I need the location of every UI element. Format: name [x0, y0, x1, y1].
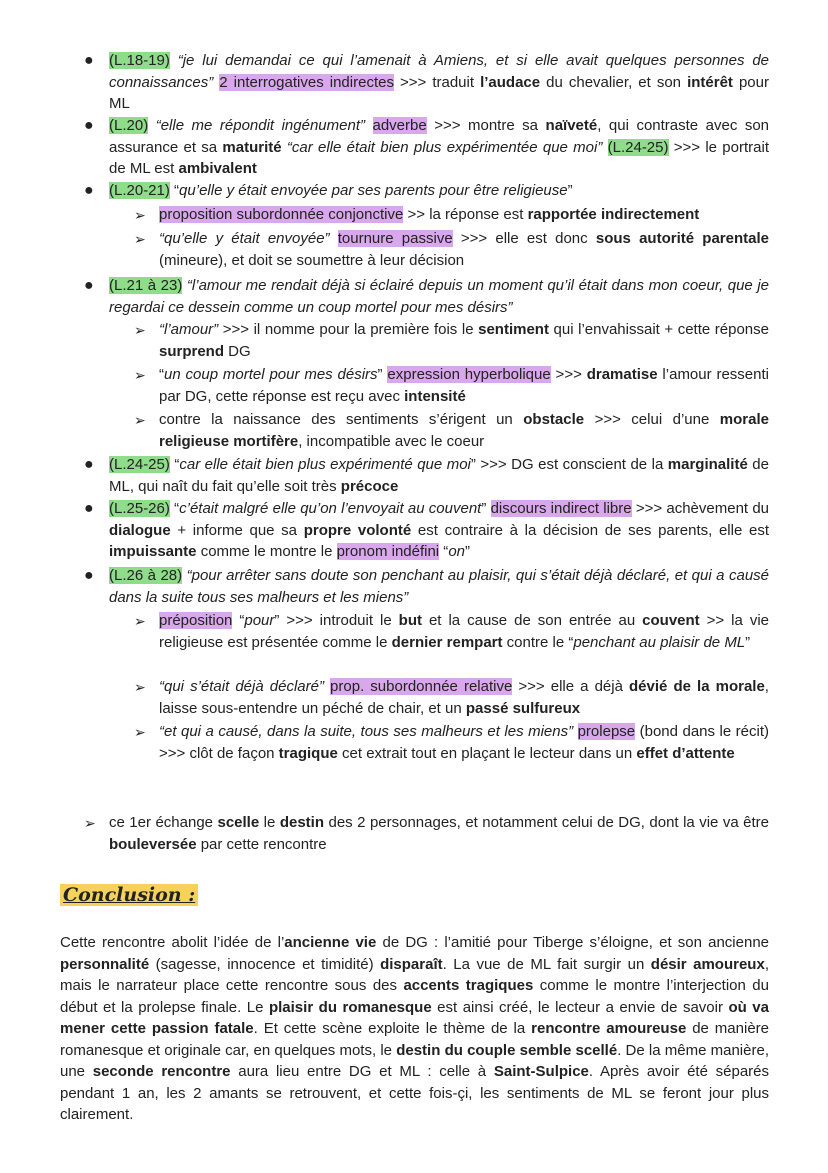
analysis-item: (L.21 à 23) “l’amour me rendait déjà si éclairé depuis un moment qu’il était dans mon coeur, que je regardai ce dessein comme un coup mortel pour mes désirs” [109, 277, 770, 316]
analysis-subitem: “un coup mortel pour mes désirs” expression hyperbolique >>> dramatise l’amour ressenti par DG, cette réponse est reçu avec intensité [159, 366, 769, 405]
figure-label: préposition [159, 612, 233, 629]
closing-remark: ce 1er échange scelle le destin des 2 personnages, et notamment celui de DG, dont la vie va être bouleversée par cette rencontre [109, 814, 770, 853]
figure-label: expression hyperbolique [387, 366, 551, 383]
analysis-subitem: “et qui a causé, dans la suite, tous ses malheurs et les miens” prolepse (bond dans le récit) >>> clôt de façon tragique cet extrait tout en plaçant le lecteur dans un effet d’attente [159, 723, 770, 762]
bullet: ● [84, 277, 94, 294]
conclusion-paragraph: Cette rencontre abolit l’idée de l’ancienne vie de DG : l’amitié pour Tiberge s’éloigne, et son ancienne personnalité (sagesse, innocence et timidité) disparaît. La vue de ML fait surgir un désir amoureux, mais le narrateur place cette rencontre sous des accents tragiques comme le montre l’interjection du début et la prolepse finale. Le plaisir du romanesque est ainsi créé, le lecteur a envie de savoir où va mener cette passion fatale. Et cette scène exploite le thème de la rencontre amoureuse de manière romanesque et originale car, en quelques mots, le destin du couple semble scellé. De la même manière, une seconde rencontre aura lieu entre DG et ML : celle à Saint-Sulpice. Après avoir été séparés pendant 1 an, les 2 amants se retrouvent, et cette fois-çi, les sentiments de ML se feront jour plus clairement. [60, 934, 770, 1123]
bullet: ● [84, 52, 94, 69]
arrow-bullet: ➢ [134, 412, 146, 428]
figure-label: 2 interrogatives indirectes [219, 73, 394, 91]
arrow-bullet: ➢ [134, 367, 146, 383]
conclusion-heading: Conclusion : [60, 884, 198, 906]
arrow-bullet: ➢ [134, 679, 146, 695]
analysis-subitem: proposition subordonnée conjonctive >> la réponse est rapportée indirectement [159, 206, 700, 223]
line-reference: (L.24-25) [607, 138, 669, 156]
analysis-subitem: contre la naissance des sentiments s’érigent un obstacle >>> celui d’une morale religieuse mortifère, incompatible avec le coeur [159, 411, 769, 450]
line-reference: (L.20-21) [109, 182, 170, 199]
figure-label: prop. subordonnée relative [330, 678, 513, 695]
bullet: ● [84, 117, 94, 134]
bullet: ● [84, 456, 94, 473]
line-reference: (L.18-19) [109, 52, 170, 69]
line-reference: (L.25-26) [109, 500, 170, 517]
figure-label: adverbe [372, 117, 427, 134]
line-reference: (L.26 à 28) [109, 567, 183, 584]
analysis-subitem: “qui s’était déjà déclaré” prop. subordonnée relative >>> elle a déjà dévié de la morale, laisse sous-entendre un péché de chair, et un passé sulfureux [159, 678, 769, 717]
analysis-item: (L.26 à 28) “pour arrêter sans doute son penchant au plaisir, qui s’était déjà déclaré, et qui a causé dans la suite tous ses malheurs et les miens” [109, 567, 770, 606]
bullet: ● [84, 567, 94, 584]
analysis-item: (L.20-21) “qu’elle y était envoyée par ses parents pour être religieuse” [109, 182, 573, 199]
bullet: ● [84, 500, 94, 517]
line-reference: (L.24-25) [109, 456, 170, 473]
arrow-bullet: ➢ [134, 207, 146, 223]
analysis-item: (L.20) “elle me répondit ingénument” adverbe >>> montre sa naïveté, qui contraste avec son assurance et sa maturité “car elle était bien plus expérimentée que moi” (L.24-25) >>> le portrait de ML est ambivalent [109, 117, 770, 177]
figure-label: pronom indéfini [336, 543, 440, 560]
analysis-subitem: préposition “pour” >>> introduit le but et la cause de son entrée au couvent >> la vie religieuse est présentée comme le dernier rempart contre le “penchant au plaisir de ML” [159, 612, 769, 651]
analysis-subitem: “qu’elle y était envoyée” tournure passive >>> elle est donc sous autorité parentale (mineure), et doit se soumettre à leur décision [159, 230, 769, 269]
arrow-bullet: ➢ [134, 231, 146, 247]
arrow-bullet: ➢ [84, 815, 96, 831]
figure-label: proposition subordonnée conjonctive [159, 206, 404, 223]
arrow-bullet: ➢ [134, 724, 146, 740]
analysis-item: (L.18-19) “je lui demandai ce qui l’amenait à Amiens, et si elle avait quelques personnes de connaissances” 2 interrogatives indirectes >>> traduit l’audace du chevalier, et son intérêt pour ML [109, 52, 770, 112]
analysis-item: (L.24-25) “car elle était bien plus expérimenté que moi” >>> DG est conscient de la marginalité de ML, qui naît du fait qu’elle soit très précoce [109, 456, 769, 495]
analysis-item: (L.25-26) “c’était malgré elle qu’on l’envoyait au couvent” discours indirect libre >>> achèvement du dialogue + informe que sa propre volonté est contraire à la décision de ses parents, elle est impuissante comme le montre le pronom indéfini “on” [109, 500, 770, 560]
figure-label: tournure passive [337, 230, 453, 247]
analysis-subitem: “l’amour” >>> il nomme pour la première fois le sentiment qui l’envahissait + cette réponse surprend DG [159, 321, 769, 360]
arrow-bullet: ➢ [134, 613, 146, 629]
arrow-bullet: ➢ [134, 322, 146, 338]
line-reference: (L.20) [109, 117, 149, 134]
bullet: ● [84, 182, 94, 199]
figure-label: prolepse [577, 723, 636, 740]
line-reference: (L.21 à 23) [109, 277, 183, 294]
figure-label: discours indirect libre [490, 500, 632, 517]
